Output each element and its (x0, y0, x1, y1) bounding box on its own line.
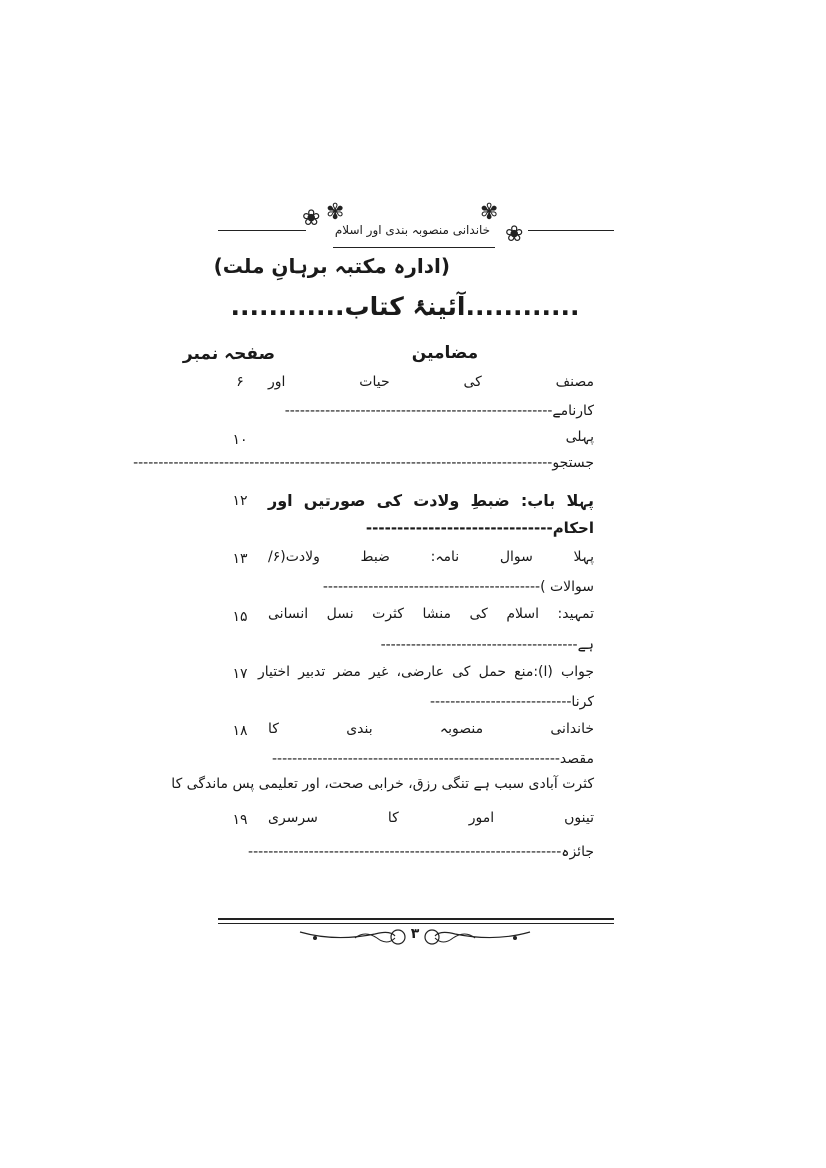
toc-entry-continuation: جستجو----------------------------------------------------------------------------------- (133, 455, 594, 471)
toc-entry-continuation: احکام------------------------------ (365, 519, 594, 537)
page-number: ۳ (410, 926, 420, 942)
toc-entry-title: پہلا باب: ضبطِ ولادت کی صورتیں اور (268, 491, 594, 510)
header-underline (333, 247, 495, 248)
ornament-icon: ✾ (326, 200, 345, 225)
toc-entry-title: مصنف کی حیات اور (268, 374, 594, 390)
ornament-icon: ✾ (480, 200, 499, 225)
toc-entry-title: پہلی (565, 429, 594, 445)
toc-entry-continuation: ہے--------------------------------------- (380, 637, 594, 653)
toc-entry-continuation: کارنامے----------------------------------------------------- (284, 403, 594, 419)
toc-entry-page: ۱۹ (232, 812, 248, 828)
toc-entry-continuation: کرنا---------------------------- (429, 694, 594, 710)
toc-entry-title: خاندانی منصوبہ بندی کا (268, 721, 594, 737)
toc-entry-title: تمہید: اسلام کی منشا کثرت نسل انسانی (268, 606, 594, 622)
ornament-icon: ❀ (302, 206, 321, 231)
toc-entry-page: ۱۲ (232, 493, 248, 509)
ornament-icon: ❀ (505, 222, 524, 247)
toc-entry-title: پہلا سوال نامہ: ضبط ولادت(۶/ (268, 549, 594, 565)
footer-rule-thin (218, 923, 614, 924)
header-rule-left (218, 230, 306, 231)
toc-entry-continuation: جائزہ-------------------------------------------------------------- (248, 844, 594, 860)
column-heading-page-number: صفحہ نمبر (182, 344, 275, 364)
toc-entry-title: تینوں امور کا سرسری (268, 810, 594, 826)
toc-entry-page: ۱۵ (232, 609, 248, 625)
toc-entry-page: ۶ (236, 374, 244, 390)
publisher-line: (ادارہ مکتبہ برہانِ ملت) (213, 254, 450, 278)
header-rule-right (528, 230, 614, 231)
toc-entry-page: ۱۳ (232, 551, 248, 567)
toc-entry-continuation: مقصد--------------------------------------------------------- (271, 751, 594, 767)
toc-entry-page: ۱۸ (232, 723, 248, 739)
footer-rule (218, 918, 614, 920)
toc-entry-title: کثرت آبادی سبب ہے تنگی رزق، خرابی صحت، اور تعلیمی پس ماندگی کا (171, 776, 594, 792)
toc-entry-continuation: سوالات )------------------------------------------- (322, 579, 594, 595)
toc-entry-title: جواب (ا):منع حمل کی عارضی، غیر مضر تدبیر اختیار (258, 664, 594, 680)
toc-entry-page: ۱۰ (232, 432, 248, 448)
page-title: ............آئینۂ کتاب............ (230, 292, 580, 321)
running-header-title: خاندانی منصوبہ بندی اور اسلام (334, 223, 491, 237)
toc-entry-page: ۱۷ (232, 666, 248, 682)
column-heading-topics: مضامین (411, 343, 479, 363)
